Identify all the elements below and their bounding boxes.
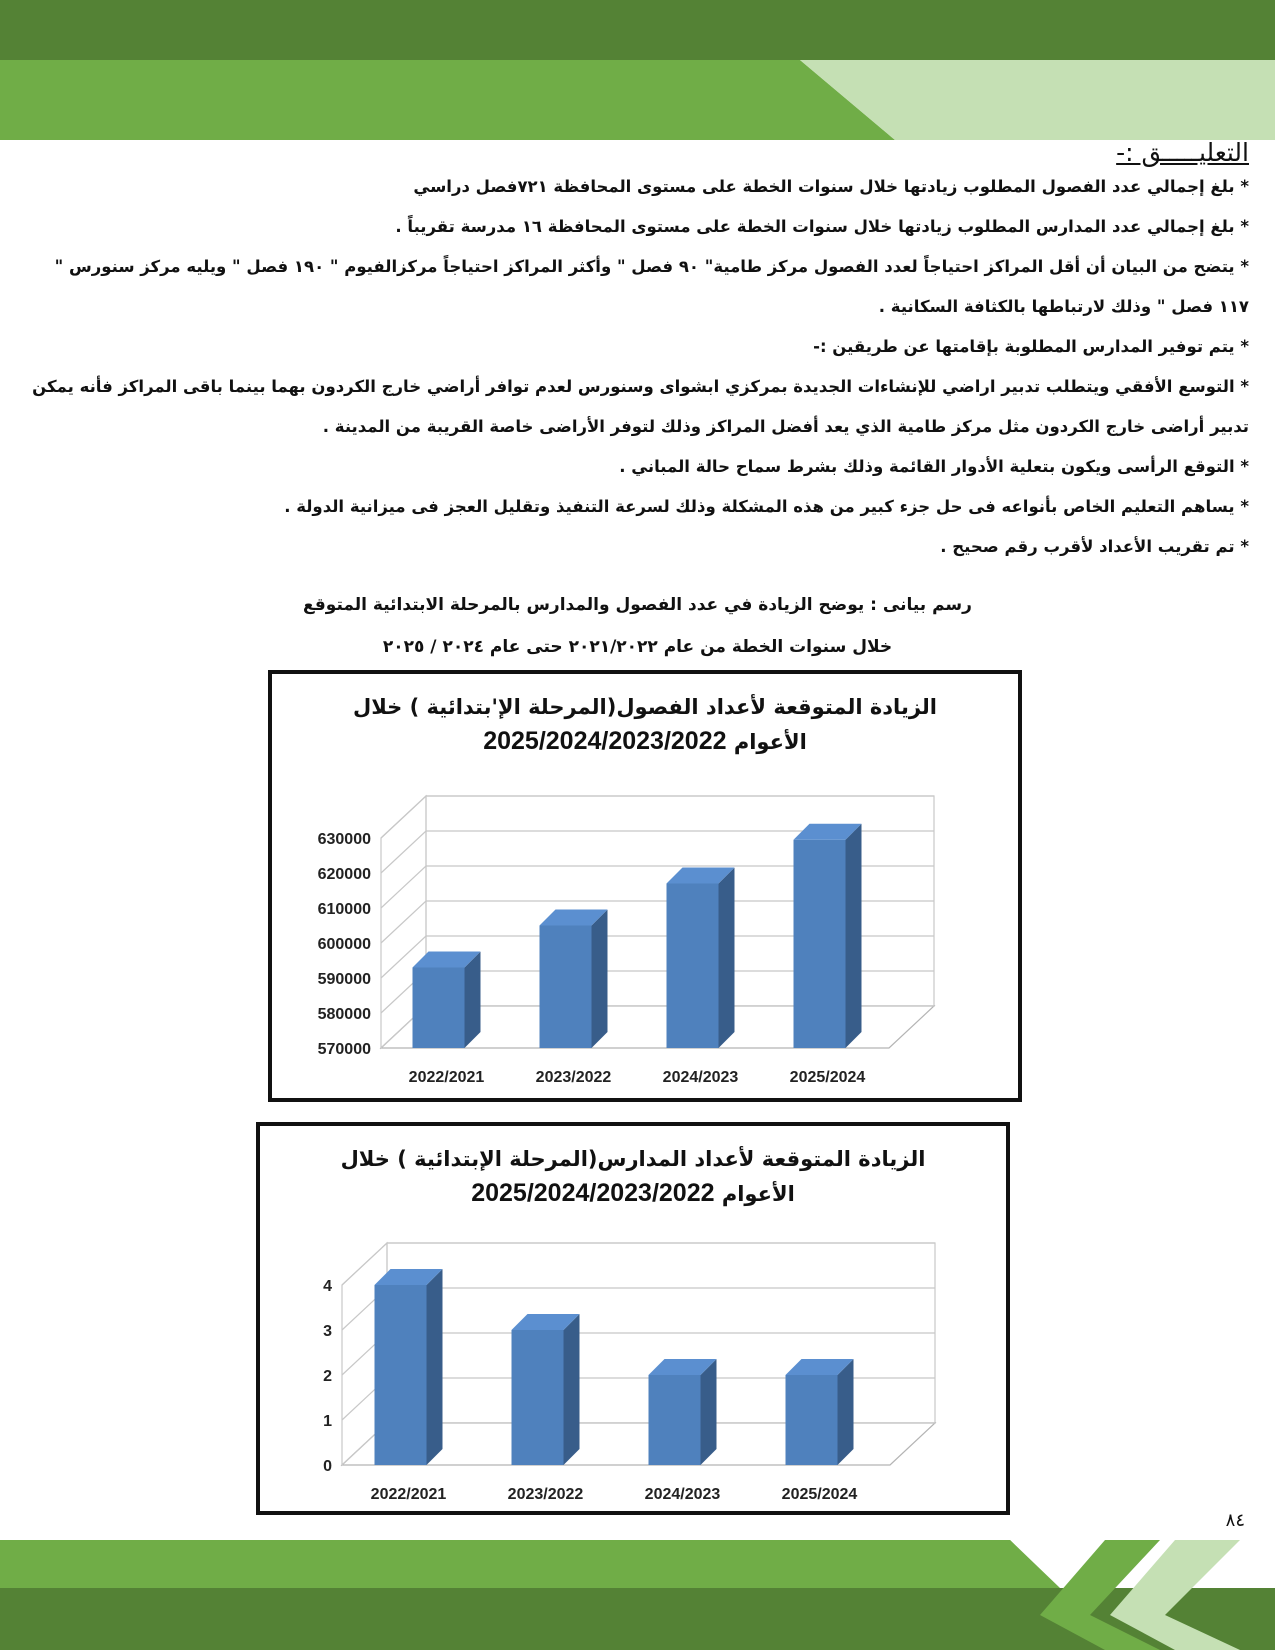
x-tick-label: 2025/2024 <box>781 1486 858 1503</box>
x-tick-label: 2022/2021 <box>370 1486 447 1503</box>
y-tick-label: 4 <box>323 1278 332 1295</box>
bar-side <box>838 1359 854 1465</box>
bar-side <box>427 1269 443 1465</box>
bar <box>667 884 719 1049</box>
y-tick-label: 620000 <box>317 866 371 883</box>
y-tick-label: 1 <box>323 1413 332 1430</box>
x-tick-label: 2025/2024 <box>789 1069 866 1086</box>
x-tick-label: 2023/2022 <box>535 1069 612 1086</box>
comment-heading: التعليـــــق :- <box>1116 138 1249 167</box>
y-tick-label: 590000 <box>317 971 371 988</box>
chart-title-word: الأعوام <box>733 730 807 754</box>
top-banner <box>0 0 1275 140</box>
chart-title-years: 2025/2024/2023/2022 <box>483 727 727 755</box>
paragraph-line: * التوسع الأفقي ويتطلب تدبير اراضي للإنشاءات الجديدة بمركزي ابشواى وسنورس لعدم توافر أراضي خارج الكردون بهما بينما باقى المراكز فأنه يمكن <box>32 377 1249 396</box>
chart-title-word: الأعوام <box>721 1182 795 1206</box>
schools-chart <box>256 1122 1010 1515</box>
page-number: ٨٤ <box>1225 1510 1245 1531</box>
figure-caption-line1: رسم بيانى : يوضح الزيادة في عدد الفصول والمدارس بالمرحلة الابتدائية المتوقع <box>303 595 972 615</box>
chart-title-line1: الزيادة المتوقعة لأعداد الفصول(المرحلة الإ'بتدائية ) خلال <box>353 695 937 719</box>
y-tick-label: 3 <box>323 1323 332 1340</box>
bar-side <box>701 1359 717 1465</box>
schools-chart-plot <box>260 1126 1006 1511</box>
bar <box>540 926 592 1049</box>
bar <box>649 1375 701 1465</box>
bar-side <box>465 952 481 1049</box>
bar <box>786 1375 838 1465</box>
bar-side <box>719 868 735 1049</box>
y-tick-label: 0 <box>323 1458 332 1475</box>
bottom-banner <box>0 1530 1275 1650</box>
x-tick-label: 2022/2021 <box>408 1069 485 1086</box>
chart-title-years: 2025/2024/2023/2022 <box>471 1179 715 1207</box>
paragraph-line: * يتم توفير المدارس المطلوبة بإقامتها عن طريقين :- <box>813 337 1249 356</box>
bar-side <box>846 824 862 1048</box>
chart-title-line1: الزيادة المتوقعة لأعداد المدارس(المرحلة الإبتدائية ) خلال <box>340 1147 926 1171</box>
x-tick-label: 2024/2023 <box>662 1069 739 1086</box>
x-tick-label: 2024/2023 <box>644 1486 721 1503</box>
y-tick-label: 600000 <box>317 936 371 953</box>
y-tick-label: 580000 <box>317 1006 371 1023</box>
y-tick-label: 2 <box>323 1368 332 1385</box>
x-tick-label: 2023/2022 <box>507 1486 584 1503</box>
bar <box>413 968 465 1049</box>
bar <box>375 1285 427 1465</box>
paragraph-line: * يساهم التعليم الخاص بأنواعه فى حل جزء كبير من هذه المشكلة وذلك لسرعة التنفيذ وتقليل العجز فى ميزانية الدولة . <box>284 497 1249 516</box>
bar-side <box>564 1314 580 1465</box>
classes-chart <box>268 670 1022 1102</box>
paragraph-line: * بلغ إجمالي عدد الفصول المطلوب زيادتها خلال سنوات الخطة على مستوى المحافظة ٧٢١فصل دراسي <box>413 177 1249 196</box>
bar <box>794 840 846 1048</box>
paragraph-line: تدبير أراضى خارج الكردون مثل مركز طامية الذي يعد أفضل المراكز وذلك لتوفر الأراضى خاصة القريبة من المدينة . <box>322 417 1249 436</box>
classes-chart-plot <box>272 674 1018 1098</box>
y-tick-label: 570000 <box>317 1041 371 1058</box>
y-tick-label: 610000 <box>317 901 371 918</box>
comment-paragraph <box>34 176 1249 576</box>
paragraph-line: * التوقع الرأسى ويكون بتعلية الأدوار القائمة وذلك بشرط سماح حالة المباني . <box>619 457 1249 476</box>
paragraph-line: * يتضح من البيان أن أقل المراكز احتياجاً لعدد الفصول مركز طامية" ٩٠ فصل " وأكثر المراكز احتياجاً مركزالفيوم " ١٩٠ فصل " ويليه مركز سنورس " <box>54 257 1249 276</box>
paragraph-line: * بلغ إجمالي عدد المدارس المطلوب زيادتها خلال سنوات الخطة على مستوى المحافظة ١٦ مدرسة تقريباً . <box>395 217 1249 236</box>
paragraph-line: ١١٧ فصل " وذلك لارتباطها بالكثافة السكانية . <box>878 297 1249 316</box>
figure-caption-line2: خلال سنوات الخطة من عام ٢٠٢١/٢٠٢٢ حتى عام ٢٠٢٤ / ٢٠٢٥ <box>382 637 893 657</box>
bar-side <box>592 910 608 1049</box>
y-tick-label: 630000 <box>317 831 371 848</box>
bar <box>512 1330 564 1465</box>
paragraph-line: * تم تقريب الأعداد لأقرب رقم صحيح . <box>940 537 1249 556</box>
